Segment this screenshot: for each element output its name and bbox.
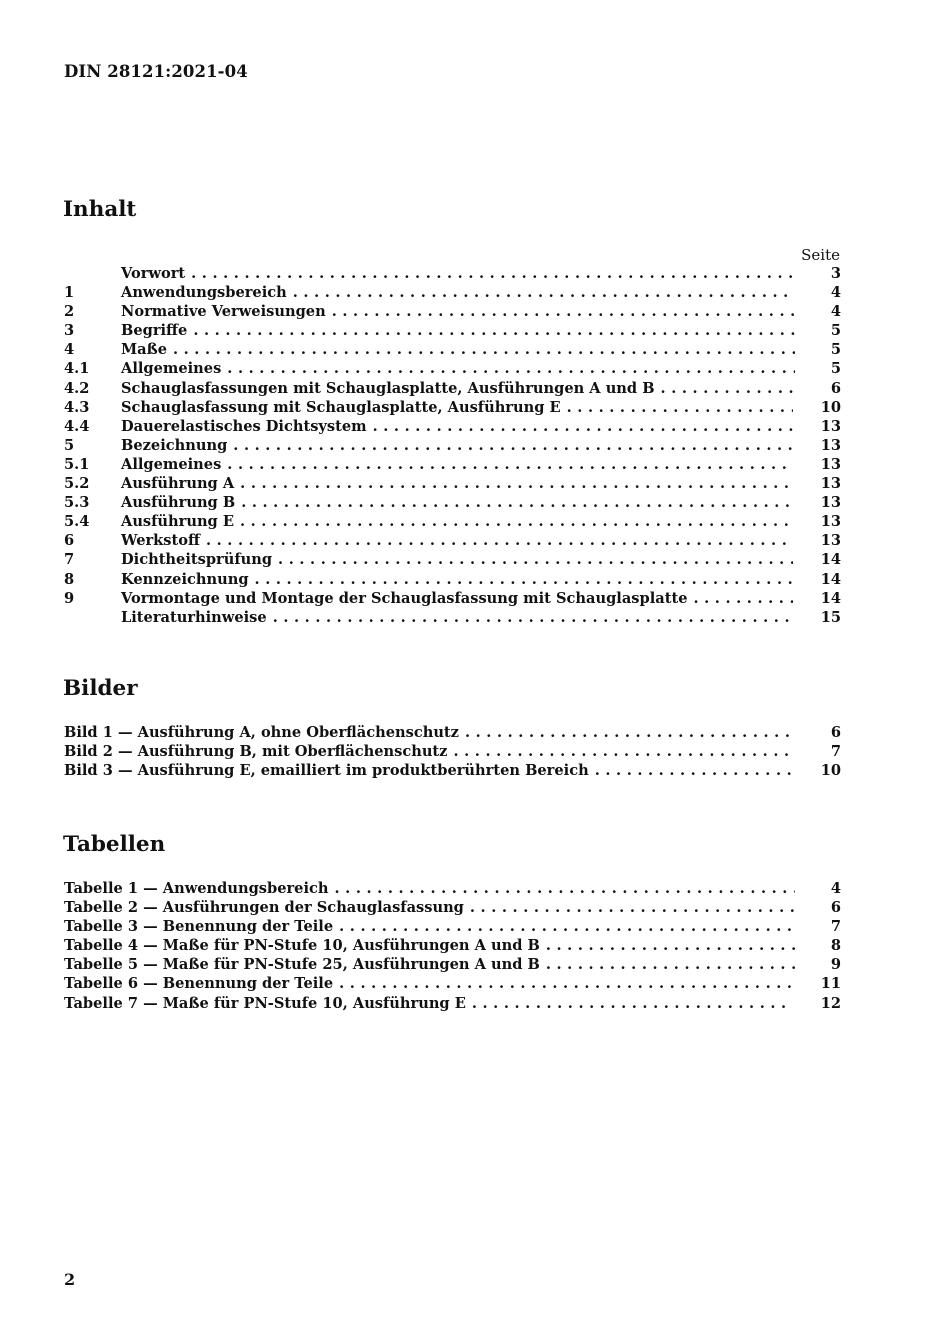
toc-entry-page: 13 [820,532,841,550]
toc-entry-title: Tabelle 7 — Maße für PN-Stufe 10, Ausführung E [64,994,466,1012]
toc-entry-title: Bild 2 — Ausführung B, mit Oberflächenschutz [64,743,448,761]
toc-entry-page: 13 [820,494,841,512]
toc-entry-title: Werkstoff [121,532,200,550]
figure-entry[interactable] [64,761,841,780]
toc-entry-page: 14 [820,551,841,569]
toc-entry[interactable] [64,302,841,321]
dot-leader [234,512,793,531]
toc-entry-title: Tabelle 4 — Maße für PN-Stufe 10, Ausführungen A und B [64,937,540,955]
toc-entry-title: Bezeichnung [121,436,228,454]
dot-leader [234,474,793,493]
toc-entry[interactable] [64,570,841,589]
toc-entry[interactable] [64,589,841,608]
toc-entry[interactable] [64,264,841,283]
dot-leader [227,436,792,455]
dot-leader [272,550,793,569]
toc-entry-page: 14 [820,570,841,588]
table-entry[interactable] [64,917,841,936]
document-id: DIN 28121:2021-04 [64,62,248,81]
toc-entry[interactable] [64,436,841,455]
toc-entry-number: 8 [64,570,75,588]
toc-entry-page: 8 [830,937,841,955]
toc-entry[interactable] [64,531,841,550]
toc-entry-page: 7 [830,743,841,761]
toc-entry-title: Dauerelastisches Dichtsystem [121,417,367,435]
toc-entry-number: 5.3 [64,494,90,512]
toc-entry-page: 10 [820,762,841,780]
toc-entry-title: Vorwort [121,265,186,282]
dot-leader [540,955,795,974]
toc-entry-page: 5 [830,360,841,378]
table-entry[interactable] [64,898,841,917]
toc-entry-number: 5 [64,436,75,454]
table-entry[interactable] [64,936,841,955]
toc-entry-page: 13 [820,417,841,435]
dot-leader [326,302,795,321]
dot-leader [589,761,793,780]
dot-leader [249,570,793,589]
toc-entry[interactable] [64,493,841,512]
toc-entry-title: Ausführung A [121,475,235,493]
toc-entry[interactable] [64,283,841,302]
toc-entry-number: 2 [64,303,75,321]
toc-entry[interactable] [64,512,841,531]
toc-entry-page: 7 [830,918,841,936]
dot-leader [447,742,795,761]
dot-leader [540,936,795,955]
dot-leader [221,455,792,474]
toc-entry-number: 6 [64,532,75,550]
toc-entry[interactable] [64,398,841,417]
toc-entry-title: Tabelle 3 — Benennung der Teile [64,918,334,936]
toc-entry-page: 6 [830,379,841,397]
toc-entry-number: 4.2 [64,379,90,397]
dot-leader [187,321,795,340]
dot-leader [167,340,795,359]
dot-leader [329,879,795,898]
toc-entry-title: Ausführung E [121,513,234,531]
figure-entry[interactable] [64,723,841,742]
tables-heading: Tabellen [63,832,166,857]
dot-leader [333,917,795,936]
toc-entry-number: 5.2 [64,475,90,493]
dot-leader [267,608,793,627]
toc-entry-title: Literaturhinweise [121,608,267,626]
toc-entry-number: 4.3 [64,398,90,416]
dot-leader [655,379,795,398]
toc-entry-page: 13 [820,475,841,493]
toc-entry-title: Normative Verweisungen [121,303,326,321]
toc-entry-title: Schauglasfassungen mit Schauglasplatte, Ausführungen A und B [121,379,655,397]
toc-entry-title: Ausführung B [121,494,236,512]
figures-list [64,723,841,780]
figures-heading: Bilder [63,676,138,701]
toc-entry-number: 3 [64,322,75,340]
toc-entry-page: 11 [820,975,841,993]
toc-entry-page: 13 [820,513,841,531]
toc-entry[interactable] [64,379,841,398]
toc-entry-page: 6 [830,899,841,917]
dot-leader [287,283,795,302]
dot-leader [200,531,793,550]
toc-entry-number: 1 [64,284,75,302]
figure-entry[interactable] [64,742,841,761]
dot-leader [235,493,793,512]
toc-entry-page: 5 [830,322,841,340]
table-entry[interactable] [64,955,841,974]
toc-entry-title: Tabelle 6 — Benennung der Teile [64,975,334,993]
dot-leader [464,898,795,917]
toc-entry-title: Kennzeichnung [121,570,249,588]
contents-heading: Inhalt [63,197,137,222]
dot-leader [459,723,795,742]
toc-entry-number: 7 [64,551,75,569]
toc-entry-number: 5.1 [64,455,90,473]
dot-leader [185,264,795,283]
toc-entry-page: 5 [830,341,841,359]
toc-entry[interactable] [64,417,841,436]
toc-entry[interactable] [64,550,841,569]
toc-entry-page: 13 [820,455,841,473]
toc-entry-page: 4 [830,880,841,897]
table-entry[interactable] [64,974,841,993]
toc-entry-title: Tabelle 1 — Anwendungsbereich [64,880,329,897]
dot-leader [466,994,793,1013]
toc-entry-title: Schauglasfassung mit Schauglasplatte, Ausführung E [121,398,561,416]
toc-entry-title: Allgemeines [121,455,222,473]
toc-entry-title: Tabelle 2 — Ausführungen der Schauglasfassung [64,899,464,917]
toc-entry-title: Vormontage und Montage der Schauglasfassung mit Schauglasplatte [121,589,688,607]
toc-entry-page: 4 [830,303,841,321]
toc-entry-number: 4.1 [64,360,90,378]
page-number: 2 [64,1270,76,1289]
toc-entry-page: 15 [820,608,841,626]
toc-entry-page: 12 [820,994,841,1012]
toc-entry-title: Begriffe [121,322,188,340]
toc-entry-number: 4.4 [64,417,90,435]
dot-leader [221,359,795,378]
page-column-label: Seite [801,246,840,264]
toc-entry[interactable] [64,455,841,474]
toc-entry-title: Bild 1 — Ausführung A, ohne Oberflächenschutz [64,724,459,741]
dot-leader [333,974,793,993]
toc-entry-title: Dichtheitsprüfung [121,551,273,569]
toc-entry-number: 5.4 [64,513,90,531]
toc-entry-page: 4 [830,284,841,302]
toc-entry-page: 10 [820,398,841,416]
toc-entry[interactable] [64,359,841,378]
contents-list [64,264,841,627]
toc-entry-number: 9 [64,589,75,607]
dot-leader [367,417,793,436]
table-entry[interactable] [64,994,841,1013]
toc-entry-title: Anwendungsbereich [121,284,287,302]
table-entry[interactable] [64,879,841,898]
toc-entry-title: Bild 3 — Ausführung E, emailliert im produktberührten Bereich [64,762,589,780]
toc-entry-title: Allgemeines [121,360,222,378]
toc-entry[interactable] [64,340,841,359]
toc-entry[interactable] [64,474,841,493]
toc-entry[interactable] [64,608,841,627]
dot-leader [687,589,792,608]
toc-entry-page: 6 [830,724,841,741]
tables-list [64,879,841,1013]
dot-leader [561,398,793,417]
toc-entry-page: 13 [820,436,841,454]
toc-entry-page: 9 [830,956,841,974]
toc-entry-page: 3 [830,265,841,282]
toc-entry[interactable] [64,321,841,340]
toc-entry-title: Tabelle 5 — Maße für PN-Stufe 25, Ausführungen A und B [64,956,540,974]
toc-entry-page: 14 [820,589,841,607]
toc-entry-title: Maße [121,341,167,359]
toc-entry-number: 4 [64,341,75,359]
